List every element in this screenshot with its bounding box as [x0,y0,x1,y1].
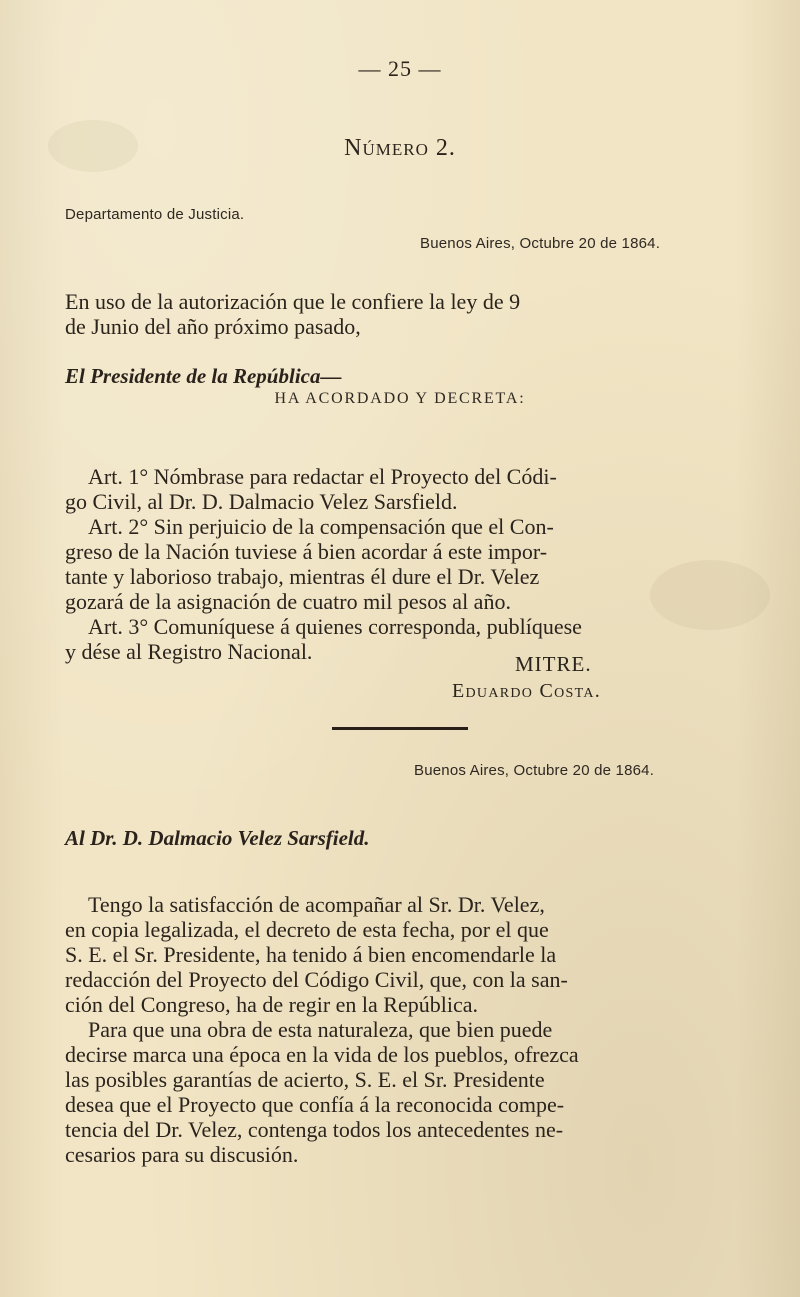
article-line: gozará de la asignación de cuatro mil pesos al año. [65,589,511,614]
section-separator [332,727,468,730]
article-line: Art. 1° Nómbrase para redactar el Proyecto del Códi- [88,464,557,489]
letter-line: cesarios para su discusión. [65,1142,299,1167]
letter-line: desea que el Proyecto que confía á la reconocida compe- [65,1092,565,1117]
intro-line: En uso de la autorización que le confiere la ley de 9 [65,289,521,314]
intro-line: de Junio del año próximo pasado, [65,314,361,339]
article-line: Art. 2° Sin perjuicio de la compensación que el Con- [88,514,554,539]
letter-line: decirse marca una época en la vida de los pueblos, ofrezca [65,1042,579,1067]
letter-line: las posibles garantías de acierto, S. E. el Sr. Presidente [65,1067,545,1092]
document-number-title: Número 2. [344,135,456,161]
letter-line: en copia legalizada, el decreto de esta fecha, por el que [65,917,549,942]
decree-place-date: Buenos Aires, Octubre 20 de 1864. [420,235,661,252]
article-line: y dése al Registro Nacional. [65,639,313,664]
president-heading: El Presidente de la República— [65,364,342,388]
letter-addressee: Al Dr. D. Dalmacio Velez Sarsfield. [65,826,370,850]
department-name: Departamento de Justicia. [65,206,245,223]
article-line: greso de la Nación tuviese á bien acordar á este impor- [65,539,548,564]
letter-place-date: Buenos Aires, Octubre 20 de 1864. [414,762,655,779]
article-line: tante y laborioso trabajo, mientras él dure el Dr. Velez [65,564,540,589]
article-line: Art. 3° Comuníquese á quienes corresponda, publíquese [88,614,582,639]
decree-heading: HA ACORDADO Y DECRETA: [274,390,526,407]
letter-line: ción del Congreso, ha de regir en la República. [65,992,478,1017]
letter-line: Para que una obra de esta naturaleza, que bien puede [88,1017,553,1042]
signature-mitre: MITRE. [515,652,592,676]
page-number: — 25 — [358,56,442,81]
article-line: go Civil, al Dr. D. Dalmacio Velez Sarsfield. [65,489,458,514]
letter-line: redacción del Proyecto del Código Civil, que, con la san- [65,967,568,992]
letter-line: tencia del Dr. Velez, contenga todos los antecedentes ne- [65,1117,564,1142]
signature-costa: Eduardo Costa. [452,680,602,702]
letter-line: Tengo la satisfacción de acompañar al Sr. Dr. Velez, [88,892,545,917]
letter-line: S. E. el Sr. Presidente, ha tenido á bien encomendarle la [65,942,557,967]
